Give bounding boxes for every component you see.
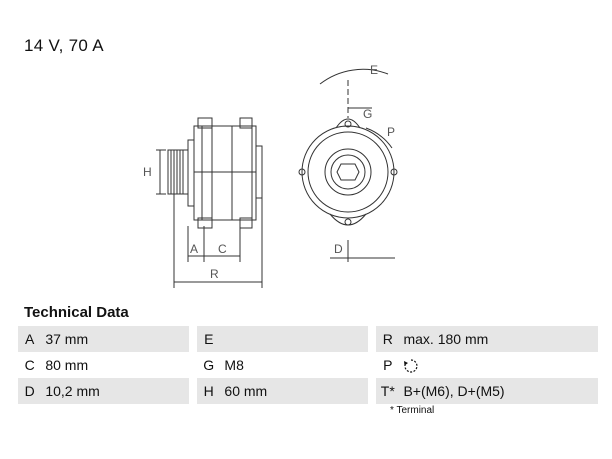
spec-value: 37 mm: [45, 331, 89, 347]
label-h: H: [143, 165, 152, 179]
spec-value: 60 mm: [224, 383, 268, 399]
column-divider: [368, 326, 376, 352]
clockwise-rotation-icon: [403, 358, 419, 374]
spec-key: A: [25, 331, 35, 347]
label-c: C: [218, 242, 227, 256]
table-row: [18, 378, 598, 404]
spec-key: E: [204, 331, 214, 347]
technical-data-table: [18, 326, 598, 404]
spec-key: R: [382, 331, 393, 347]
label-r: R: [210, 267, 219, 281]
column-divider: [368, 352, 376, 378]
technical-data-title: Technical Data: [24, 304, 129, 321]
label-a: A: [190, 242, 199, 256]
spec-key: T*: [380, 383, 395, 399]
spec-value: M8: [224, 357, 244, 373]
spec-value: B+(M6), D+(M5): [403, 383, 505, 399]
table-row: [18, 326, 598, 352]
column-divider: [368, 378, 376, 404]
label-d: D: [334, 242, 343, 256]
front-view: [299, 69, 397, 262]
side-view: [156, 118, 262, 288]
column-divider: [189, 352, 197, 378]
label-e: E: [370, 63, 379, 77]
spec-key: G: [203, 357, 215, 373]
spec-key: D: [24, 383, 35, 399]
spec-value: 10,2 mm: [45, 383, 100, 399]
label-g: G: [363, 107, 373, 121]
column-divider: [189, 326, 197, 352]
spec-value: 80 mm: [45, 357, 89, 373]
spec-key: C: [24, 357, 35, 373]
spec-key: H: [203, 383, 214, 399]
label-p: P: [387, 125, 396, 139]
table-row: [18, 352, 598, 378]
spec-value: max. 180 mm: [403, 331, 489, 347]
spec-key: P: [383, 357, 393, 373]
terminal-footnote: * Terminal: [390, 405, 435, 416]
column-divider: [189, 378, 197, 404]
spec-value: [399, 356, 598, 373]
spec-heading: 14 V, 70 A: [24, 36, 104, 55]
